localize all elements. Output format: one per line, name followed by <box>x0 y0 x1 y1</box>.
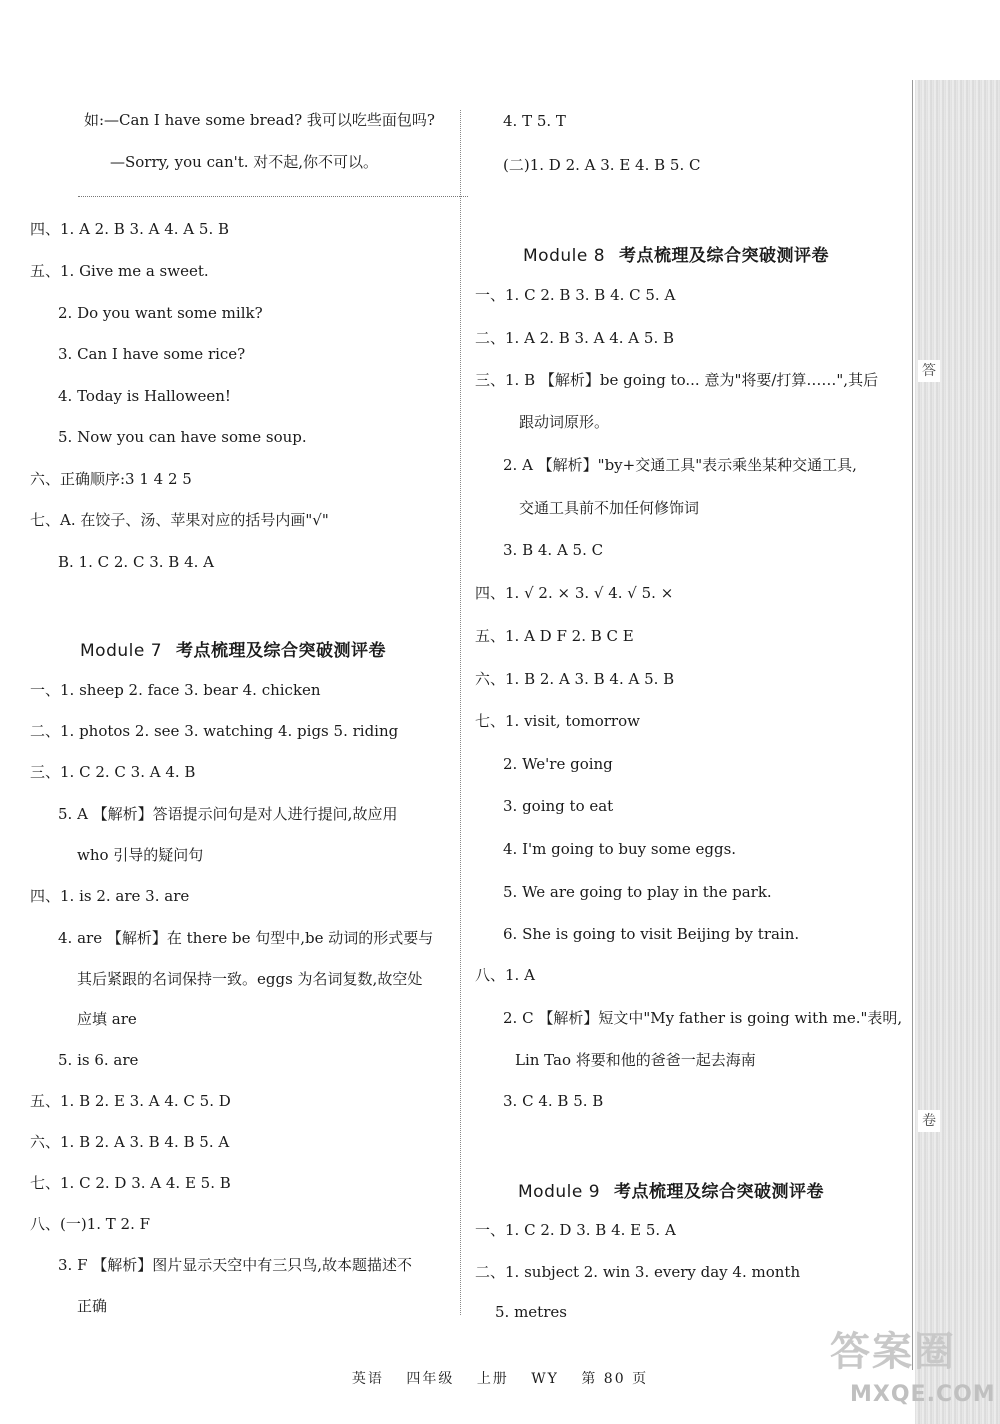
answer-line: 5. is 6. are <box>58 1051 139 1069</box>
module-label: Module 7 <box>80 641 163 661</box>
answer-line: 4. T 5. T <box>503 112 566 130</box>
module-title: 考点梳理及综合突破测评卷 <box>614 1182 825 1202</box>
watermark-text: 答案圈 <box>830 1329 956 1375</box>
answer-line: 五、1. B 2. E 3. A 4. C 5. D <box>30 1092 231 1110</box>
answer-line: 3. C 4. B 5. B <box>503 1092 604 1110</box>
answer-line: 七、1. C 2. D 3. A 4. E 5. B <box>30 1174 231 1192</box>
answer-line: 3. Can I have some rice? <box>58 345 246 363</box>
answer-line: 3. F 【解析】图片显示天空中有三只鸟,故本题描述不 <box>58 1256 413 1274</box>
answer-line: 3. going to eat <box>503 797 614 815</box>
answer-line: 2. We're going <box>503 755 613 773</box>
example-line: 如:—Can I have some bread? 我可以吃些面包吗? <box>84 111 435 129</box>
answer-line: 2. A 【解析】"by+交通工具"表示乘坐某种交通工具, <box>503 456 857 474</box>
answer-line: who 引导的疑问句 <box>77 846 204 864</box>
answer-line: 七、1. visit, tomorrow <box>475 712 640 730</box>
footer-grade: 四年级 <box>406 1371 455 1387</box>
answer-line: 四、1. A 2. B 3. A 4. A 5. B <box>30 220 230 238</box>
answer-line: 六、1. B 2. A 3. B 4. A 5. B <box>475 670 675 688</box>
watermark-url: MXQE.COM <box>850 1382 996 1407</box>
answer-line: 2. C 【解析】短文中"My father is going with me."表明, <box>503 1009 903 1027</box>
answer-line: 交通工具前不加任何修饰词 <box>519 499 700 517</box>
answer-line: 二、1. subject 2. win 3. every day 4. month <box>475 1263 801 1281</box>
answer-line: 八、(一)1. T 2. F <box>30 1215 151 1233</box>
answer-line: 5. metres <box>495 1303 567 1321</box>
answer-line: 5. A 【解析】答语提示问句是对人进行提问,故应用 <box>58 805 398 823</box>
module-heading <box>80 636 386 661</box>
margin-mark: 答 <box>918 360 940 382</box>
example-line: —Sorry, you can't. 对不起,你不可以。 <box>110 153 379 171</box>
answer-line: 6. She is going to visit Beijing by train. <box>503 925 800 943</box>
answer-line: 跟动词原形。 <box>519 413 610 431</box>
answer-line: 4. Today is Halloween! <box>58 387 231 405</box>
footer-edition: WY <box>531 1371 559 1387</box>
answer-line: 四、1. is 2. are 3. are <box>30 887 190 905</box>
answer-line: 一、1. C 2. B 3. B 4. C 5. A <box>475 286 676 304</box>
answer-line: Lin Tao 将要和他的爸爸一起去海南 <box>515 1051 756 1069</box>
binding-line <box>912 80 913 1370</box>
footer-volume: 上册 <box>476 1371 509 1387</box>
footer-page-number: 第 80 页 <box>581 1371 649 1387</box>
scanned-page-edge <box>915 80 1000 1424</box>
answer-line: 一、1. sheep 2. face 3. bear 4. chicken <box>30 681 321 699</box>
answer-line: 其后紧跟的名词保持一致。eggs 为名词复数,故空处 <box>77 970 423 988</box>
answer-line: 4. I'm going to buy some eggs. <box>503 840 737 858</box>
answer-line: 六、1. B 2. A 3. B 4. B 5. A <box>30 1133 230 1151</box>
module-heading <box>523 241 829 266</box>
module-label: Module 8 <box>523 246 606 266</box>
answer-line: 2. Do you want some milk? <box>58 304 263 322</box>
margin-mark: 卷 <box>918 1110 940 1132</box>
column-divider <box>460 110 461 1315</box>
module-heading <box>518 1177 824 1202</box>
answer-line: 5. We are going to play in the park. <box>503 883 772 901</box>
answer-line: 二、1. A 2. B 3. A 4. A 5. B <box>475 329 675 347</box>
answer-line: 3. B 4. A 5. C <box>503 541 604 559</box>
answer-line: 五、1. A D F 2. B C E <box>475 627 634 645</box>
module-title: 考点梳理及综合突破测评卷 <box>619 246 830 266</box>
watermark-logo <box>830 1320 1000 1424</box>
answer-line: 应填 are <box>77 1010 137 1028</box>
answer-line: 四、1. √ 2. × 3. √ 4. √ 5. × <box>475 584 674 602</box>
answer-line: 三、1. B 【解析】be going to... 意为"将要/打算……",其后 <box>475 371 879 389</box>
answer-line: (二)1. D 2. A 3. E 4. B 5. C <box>503 156 701 174</box>
answer-line: 五、1. Give me a sweet. <box>30 262 209 280</box>
module-label: Module 9 <box>518 1182 601 1202</box>
answer-line: 4. are 【解析】在 there be 句型中,be 动词的形式要与 <box>58 929 434 947</box>
answer-line: 七、A. 在饺子、汤、苹果对应的括号内画"√" <box>30 511 329 529</box>
answer-line: 正确 <box>77 1297 108 1315</box>
module-title: 考点梳理及综合突破测评卷 <box>176 641 387 661</box>
answer-line: 5. Now you can have some soup. <box>58 428 307 446</box>
dotted-separator <box>78 196 468 197</box>
footer-subject: 英语 <box>351 1371 384 1387</box>
answer-line: 六、正确顺序:3 1 4 2 5 <box>30 470 192 488</box>
answer-line: 三、1. C 2. C 3. A 4. B <box>30 763 196 781</box>
answer-line: 八、1. A <box>475 966 535 984</box>
answer-line: 二、1. photos 2. see 3. watching 4. pigs 5. riding <box>30 722 399 740</box>
answer-line: B. 1. C 2. C 3. B 4. A <box>58 553 214 571</box>
answer-line: 一、1. C 2. D 3. B 4. E 5. A <box>475 1221 676 1239</box>
